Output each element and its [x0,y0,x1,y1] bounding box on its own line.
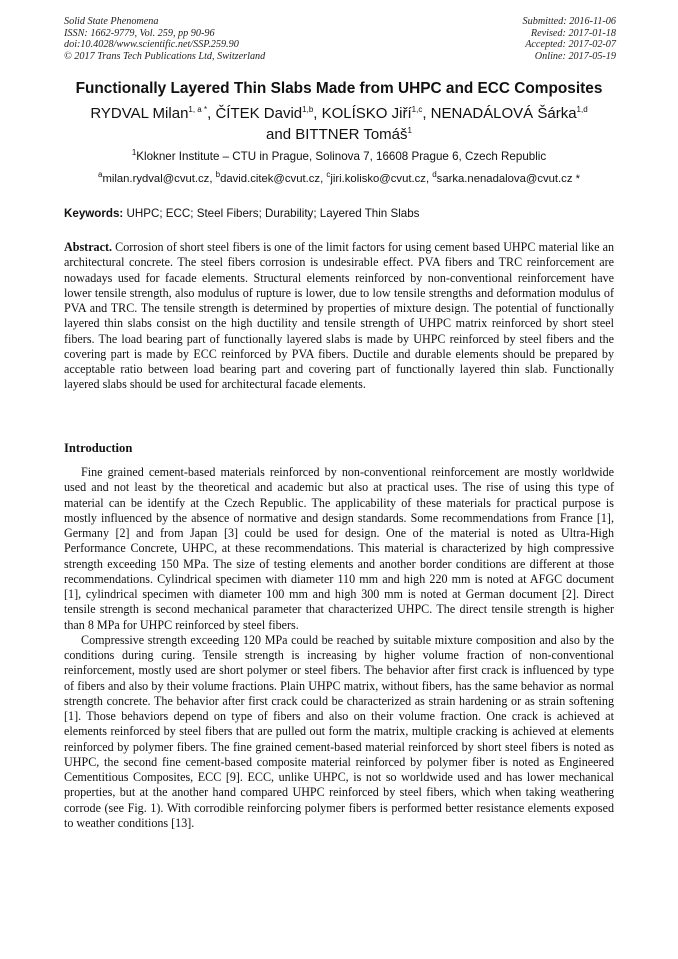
journal-copyright: © 2017 Trans Tech Publications Ltd, Switzerland [64,50,266,62]
journal-name: Solid State Phenomena [64,16,159,27]
email-separator: , [425,173,433,185]
abstract [64,240,614,393]
submission-dates [523,16,616,62]
author-separator: and [266,126,296,143]
author-name: BITTNER Tomáš [295,126,408,143]
paragraph: Compressive strength exceeding 120 MPa could be reached by suitable mixture composition and also by the conditions during curing. Tensile strength is increasing by higher volume fraction of non-conventional reinforcement, mostly used are short polymer or steel fibers. The behavior after first crack is influenced by type of fibers and also by their volume fractions. Plain UHPC matrix, without fibers, has the same behavior as normal strength concrete. The behavior after first crack could be characterized as strain hardening or as strain softening [1]. Those behaviors depend on type of fibers and also on their volume fraction. One crack is achieved at elements reinforced by steel fibers that are pulled out form the matrix, multiple cracking is achieved at elements reinforced by polymer fibers. The fine grained cement-based material reinforced by short steel fibers is noted as UHPC, the second fine cement-based composite material reinforced by polymer fiber is noted as Engineered Cementitious Composites, ECC [9]. ECC, unlike UHPC, is not so worldwide used and has lower mechanical properties, but at the another hand compared UHPC reinforced by steel fibers, which when taking weathering corrode (see Fig. 1). With corrodible reinforcing polymer fibers is performed better resistance elements exposed to weather conditions [13]. [64,632,614,830]
author-separator: , [422,105,431,122]
email-address: milan.rydval@cvut.cz [102,173,210,185]
author-affiliation-mark: 1, a * [188,105,208,114]
author-affiliation-mark: 1 [407,126,412,135]
date-accepted: Accepted: 2017-02-07 [525,39,616,51]
keywords-label: Keywords: [64,207,124,220]
journal-issn: ISSN: 1662-9779, Vol. 259, pp 90-96 [64,27,215,39]
abstract-text: Corrosion of short steel fibers is one of the limit factors for using cement based UHPC material like an architectural concrete. The steel fibers corrosion is undesirable effect. PVA fibers and TRC reinforcement are nowadays used for facade elements. Structural elements reinforced by non-conventional reinforcement have lower tensile strength, also modulus of rupture is lower, due to low tensile strengths and deformation modulus of PVA and TRC. The tensile strength is determined by properties of mixture design. The potential of functionally layered thin slabs consist on the high ductility and tensile strength of UHPC matrix reinforced by short steel fibers. The load bearing part of functionally layered slabs is made by UHPC reinforced by steel fibers and the covering part is made by ECC reinforced by PVA fibers. Ductile and durable elements should be prepared by acceptable ratio between load bearing part and covering part of functionally layered thin slab. Functionally layered slabs should be used for architectural facade elements. [64,240,614,392]
email-separator: , [209,173,216,185]
date-revised: Revised: 2017-01-18 [530,27,616,39]
email-address: david.citek@cvut.cz [220,173,321,185]
date-submitted: Submitted: 2016-11-06 [522,16,616,27]
affiliation-text: Klokner Institute – CTU in Prague, Solinova 7, 16608 Prague 6, Czech Republic [136,150,547,163]
introduction-body [64,465,614,831]
email-mark: d [432,170,437,180]
author-name: ČÍTEK David [215,105,303,122]
email-address: jiri.kolisko@cvut.cz [330,173,426,185]
keywords-text: UHPC; ECC; Steel Fibers; Durability; Layered Thin Slabs [126,207,420,220]
email-mark: c [326,170,331,180]
affiliation [40,150,638,164]
author-name: RYDVAL Milan [90,105,189,122]
journal-doi: doi:10.4028/www.scientific.net/SSP.259.90 [64,39,239,51]
email-separator: , [320,173,327,185]
date-online: Online: 2017-05-19 [534,50,616,62]
email-mark: a [97,170,103,180]
email-address: sarka.nenadalova@cvut.cz * [436,173,581,185]
author-name: KOLÍSKO Jiří [321,105,412,122]
author-separator: , [313,105,322,122]
paragraph: Fine grained cement-based materials reinforced by non-conventional reinforcement are mostly worldwide used and not least by the theoretical and academic but also at practical uses. The rise of using this type of material can be identify at the Czech Republic. The applicability of these materials for practical purpose is mostly influenced by the absence of normative and design standards. Some recommendations from France [1], Germany [2] and from Japan [3] could be used for design. One of the material is noted as Ultra-High Performance Concrete, UHPC, at these recommendations. This material is characterized by high compressive strength exceeding 150 MPa. The size of testing elements and another border conditions are different at those recommendations. Cylindrical specimen with diameter 110 mm and high 220 mm is noted at AFGC document [1], cylindrical specimen with diameter 100 mm and high 300 mm is noted at German document [2]. Direct tensile strength is second mechanical parameter that characterized UHPC. The direct tensile strength is higher than 8 MPa for UHPC reinforced by steel fibers. [64,465,614,632]
author-affiliation-mark: 1,c [411,105,423,114]
abstract-label: Abstract. [64,240,113,254]
author-name: NENADÁLOVÁ Šárka [430,105,577,122]
author-separator: , [207,105,216,122]
journal-info [64,16,265,62]
email-list [30,172,648,186]
keywords [64,207,419,221]
section-heading-introduction: Introduction [64,441,133,455]
affiliation-mark: 1 [131,148,137,158]
author-affiliation-mark: 1,b [302,105,314,114]
author-list [30,103,648,145]
paper-title: Functionally Layered Thin Slabs Made from UHPC and ECC Composites [75,80,603,97]
author-affiliation-mark: 1,d [576,105,588,114]
email-mark: b [215,170,221,180]
